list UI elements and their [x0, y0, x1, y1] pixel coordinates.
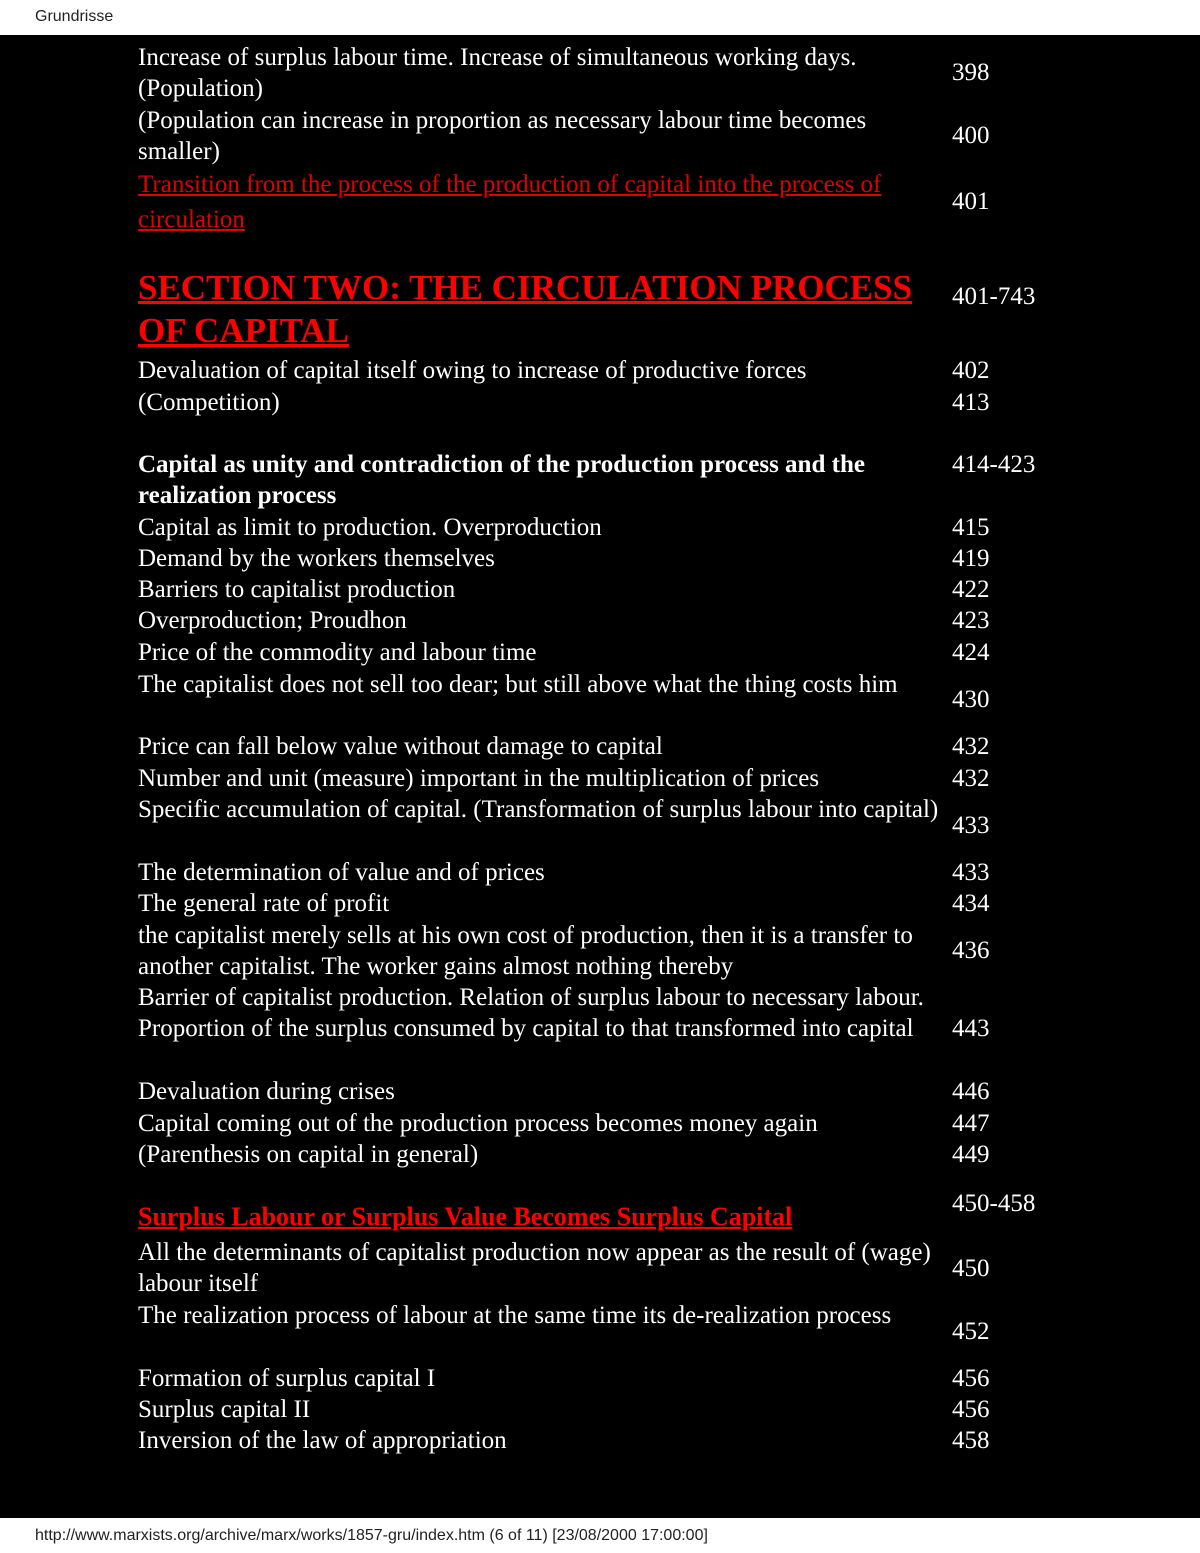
toc-page-number: 452 [952, 1318, 990, 1345]
toc-page-number: 450 [952, 1255, 990, 1282]
source-url: http://www.marxists.org/archive/marx/works/1857-gru/index.htm (6 of 11) [23/08/2000 17:00:00] [35, 1527, 708, 1544]
toc-entry-text: The general rate of profit [138, 890, 390, 917]
toc-entry-text: Specific accumulation of capital. (Transformation of surplus labour into capital) [138, 796, 939, 823]
section-two-link[interactable]: SECTION TWO: THE CIRCULATION PROCESS OF CAPITAL [138, 268, 913, 350]
toc-page-number: 449 [952, 1141, 990, 1168]
toc-entry-text: Devaluation of capital itself owing to increase of productive forces [138, 357, 807, 384]
toc-page-number: 413 [952, 389, 990, 416]
pdf-header [0, 0, 1200, 35]
toc-entry-text: (Competition) [138, 389, 280, 416]
toc-page-number: 456 [952, 1365, 990, 1392]
toc-entry-text: Price of the commodity and labour time [138, 639, 537, 666]
toc-entry-text: the capitalist merely sells at his own cost of production, then it is a transfer to another capitalist. The worker gains almost nothing thereby [138, 922, 913, 980]
toc-page-number: 423 [952, 607, 990, 634]
toc-page-number: 398 [952, 59, 990, 86]
toc-page-number: 402 [952, 357, 990, 384]
toc-entry-text: (Parenthesis on capital in general) [138, 1141, 479, 1168]
toc-entry-text: Inversion of the law of appropriation [138, 1427, 507, 1454]
toc-page-number: 424 [952, 639, 990, 666]
pdf-footer [0, 1518, 1200, 1553]
toc-entry-text: Price can fall below value without damage to capital [138, 733, 663, 760]
toc-page-number: 414-423 [952, 451, 1036, 478]
toc-page-number: 433 [952, 812, 990, 839]
toc-page-number: 415 [952, 514, 990, 541]
toc-page-number: 419 [952, 545, 990, 572]
toc-entry-text: Capital coming out of the production process becomes money again [138, 1110, 818, 1137]
toc-entry-text: Formation of surplus capital I [138, 1365, 436, 1392]
toc-entry-text: The realization process of labour at the same time its de-realization process [138, 1302, 892, 1329]
toc-page-number: 400 [952, 122, 990, 149]
toc-entry-text: The determination of value and of prices [138, 859, 545, 886]
toc-entry-text: Overproduction; Proudhon [138, 607, 407, 634]
toc-entry-text: Barriers to capitalist production [138, 576, 456, 603]
toc-page-number: 450-458 [952, 1190, 1036, 1217]
toc-page-number: 456 [952, 1396, 990, 1423]
table-of-contents [0, 35, 1200, 1518]
toc-entry-text: Barrier of capitalist production. Relation of surplus labour to necessary labour. Proportion of the surplus consumed by capital to that transformed into capital [138, 984, 924, 1042]
toc-page-number: 432 [952, 765, 990, 792]
toc-page-number: 432 [952, 733, 990, 760]
toc-heading-text: Capital as unity and contradiction of the production process and the realization process [138, 451, 865, 509]
toc-page-number: 401 [952, 188, 990, 215]
toc-page-number: 436 [952, 937, 990, 964]
toc-page-number: 434 [952, 890, 990, 917]
toc-entry-text: All the determinants of capitalist production now appear as the result of (wage) labour itself [138, 1239, 931, 1297]
toc-page-number: 443 [952, 1015, 990, 1042]
toc-entry-text: Increase of surplus labour time. Increase of simultaneous working days. (Population) [138, 44, 857, 102]
toc-entry-text: Demand by the workers themselves [138, 545, 495, 572]
toc-entry-text: Number and unit (measure) important in the multiplication of prices [138, 765, 820, 792]
toc-page-number: 447 [952, 1110, 990, 1137]
toc-page-number: 433 [952, 859, 990, 886]
toc-entry-text: Devaluation during crises [138, 1078, 395, 1105]
toc-page-number: 430 [952, 686, 990, 713]
document-title: Grundrisse [35, 8, 114, 25]
toc-entry-text: Capital as limit to production. Overproduction [138, 514, 602, 541]
surplus-capital-section-link[interactable]: Surplus Labour or Surplus Value Becomes Surplus Capital [138, 1202, 793, 1231]
toc-page-number: 458 [952, 1427, 990, 1454]
toc-entry-text: The capitalist does not sell too dear; but still above what the thing costs him [138, 671, 898, 698]
toc-entry-text: Surplus capital II [138, 1396, 311, 1423]
toc-page-number: 401-743 [952, 283, 1036, 310]
toc-entry-text: (Population can increase in proportion as necessary labour time becomes smaller) [138, 107, 867, 165]
toc-page-number: 446 [952, 1078, 990, 1105]
transition-circulation-link[interactable]: Transition from the process of the production of capital into the process of circulation [138, 171, 882, 233]
toc-page-number: 422 [952, 576, 990, 603]
